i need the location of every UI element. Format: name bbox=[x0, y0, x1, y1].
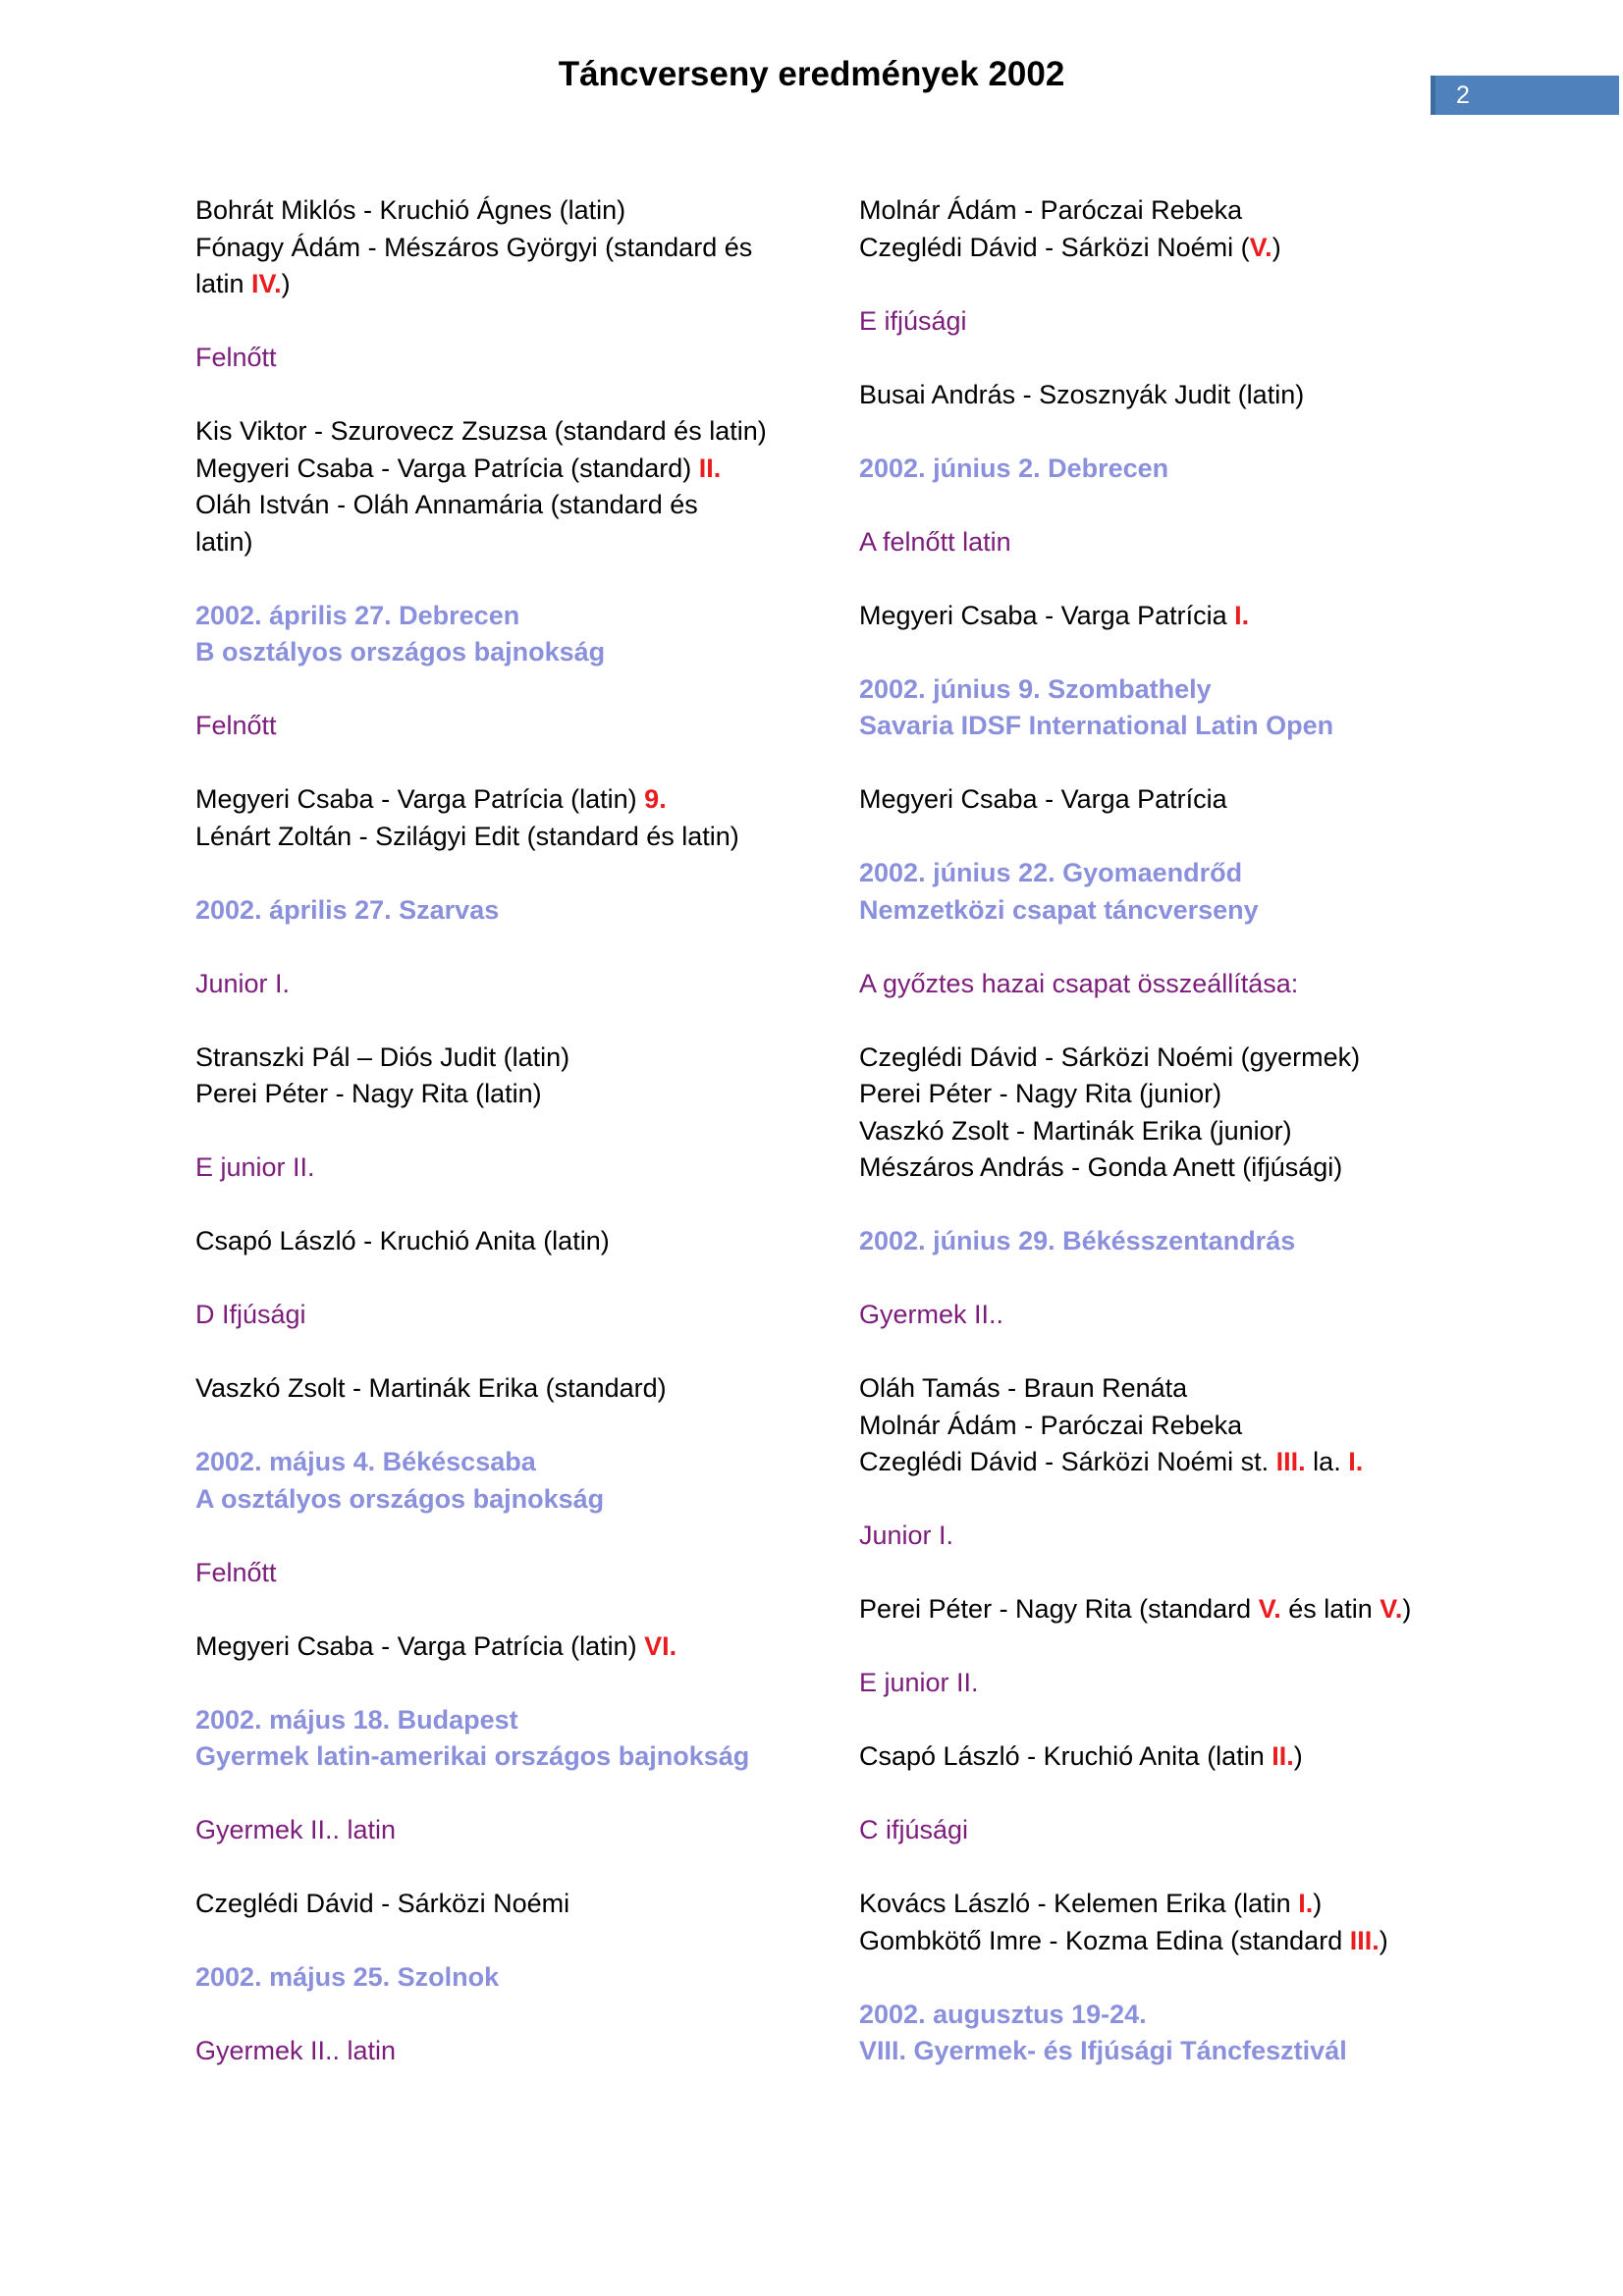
category-label bbox=[195, 966, 848, 1003]
text-segment: Megyeri Csaba - Varga Patrícia bbox=[859, 600, 1235, 630]
text-line bbox=[859, 524, 1546, 561]
event-heading bbox=[195, 1702, 848, 1776]
text-line bbox=[195, 708, 848, 745]
text-segment: Megyeri Csaba - Varga Patrícia bbox=[859, 784, 1227, 814]
text-segment: Megyeri Csaba - Varga Patrícia (latin) bbox=[195, 1630, 645, 1661]
text-segment: Savaria IDSF International Latin Open bbox=[859, 711, 1334, 740]
text-segment: Oláh Tamás - Braun Renáta bbox=[859, 1373, 1188, 1403]
text-segment: Csapó László - Kruchió Anita (latin) bbox=[195, 1226, 610, 1255]
category-label bbox=[195, 1297, 848, 1334]
text-segment: Czeglédi Dávid - Sárközi Noémi ( bbox=[859, 232, 1250, 262]
event-heading bbox=[859, 451, 1546, 488]
text-line bbox=[195, 230, 848, 267]
text-line bbox=[859, 1370, 1546, 1408]
event-heading bbox=[195, 1959, 848, 1997]
text-segment: és latin bbox=[1280, 1594, 1380, 1624]
text-segment: 2002. május 4. Békéscsaba bbox=[195, 1447, 536, 1476]
text-segment: Gyermek II.. latin bbox=[195, 1815, 397, 1844]
text-segment: Lénárt Zoltán - Szilágyi Edit (standard és latin) bbox=[195, 821, 739, 851]
text-segment: ) bbox=[1293, 1741, 1303, 1771]
text-line bbox=[859, 966, 1546, 1003]
category-label bbox=[195, 340, 848, 377]
couple-names bbox=[859, 1738, 1546, 1776]
category-label bbox=[859, 1665, 1546, 1702]
text-segment: Molnár Ádám - Paróczai Rebeka bbox=[859, 1410, 1243, 1440]
text-line bbox=[859, 2033, 1546, 2070]
column-right bbox=[859, 192, 1546, 2107]
category-label bbox=[195, 1555, 848, 1592]
text-line bbox=[859, 598, 1546, 635]
couple-names bbox=[195, 413, 848, 561]
couple-names bbox=[195, 1370, 848, 1408]
text-line bbox=[195, 192, 848, 230]
couple-names bbox=[859, 1040, 1546, 1187]
text-line bbox=[859, 1923, 1546, 1960]
text-line bbox=[859, 303, 1546, 341]
text-line bbox=[195, 1812, 848, 1849]
text-line bbox=[859, 1591, 1546, 1629]
event-heading bbox=[195, 892, 848, 930]
couple-names bbox=[859, 1370, 1546, 1481]
text-line bbox=[859, 1886, 1546, 1923]
result-rank: II. bbox=[698, 453, 722, 483]
text-segment: Czeglédi Dávid - Sárközi Noémi (gyermek) bbox=[859, 1041, 1361, 1072]
couple-names bbox=[859, 1591, 1546, 1629]
category-label bbox=[859, 966, 1546, 1003]
event-heading bbox=[859, 855, 1546, 929]
text-line bbox=[195, 487, 848, 524]
text-segment: latin) bbox=[195, 526, 253, 557]
category-label bbox=[195, 1812, 848, 1849]
text-segment: latin bbox=[195, 269, 252, 298]
text-segment: C ifjúsági bbox=[859, 1815, 969, 1844]
result-rank: V. bbox=[1380, 1594, 1403, 1624]
page-title: Táncverseny eredmények 2002 bbox=[558, 55, 1065, 93]
text-segment: Vaszkó Zsolt - Martinák Erika (junior) bbox=[859, 1115, 1292, 1146]
text-segment: Mészáros András - Gonda Anett (ifjúsági) bbox=[859, 1152, 1343, 1182]
text-line bbox=[195, 966, 848, 1003]
text-line bbox=[195, 1481, 848, 1519]
text-segment: A felnőtt latin bbox=[859, 526, 1011, 557]
text-line bbox=[859, 1665, 1546, 1702]
text-segment: 2002. június 9. Szombathely bbox=[859, 673, 1212, 704]
text-segment: Perei Péter - Nagy Rita (junior) bbox=[859, 1079, 1222, 1108]
text-line bbox=[859, 781, 1546, 819]
text-line bbox=[195, 340, 848, 377]
text-line bbox=[195, 413, 848, 451]
event-heading bbox=[195, 598, 848, 671]
text-line bbox=[195, 1149, 848, 1187]
text-line bbox=[859, 1223, 1546, 1260]
couple-names bbox=[859, 781, 1546, 819]
text-segment: Megyeri Csaba - Varga Patrícia (standard) bbox=[195, 453, 699, 483]
text-segment: Vaszkó Zsolt - Martinák Erika (standard) bbox=[195, 1373, 667, 1403]
text-line bbox=[859, 1444, 1546, 1481]
text-segment: Felnőtt bbox=[195, 1557, 277, 1587]
text-line bbox=[859, 1738, 1546, 1776]
couple-names bbox=[859, 192, 1546, 266]
couple-names bbox=[859, 598, 1546, 635]
text-line bbox=[195, 451, 848, 488]
text-line bbox=[195, 1886, 848, 1923]
text-segment: A győztes hazai csapat összeállítása: bbox=[859, 968, 1299, 998]
text-segment: ) bbox=[1402, 1594, 1412, 1624]
text-line bbox=[859, 1297, 1546, 1334]
category-label bbox=[859, 1518, 1546, 1555]
result-rank: 9. bbox=[644, 784, 667, 814]
text-segment: Felnőtt bbox=[195, 711, 277, 740]
text-segment: Gyermek II.. bbox=[859, 1300, 1004, 1329]
result-rank: II. bbox=[1271, 1741, 1294, 1771]
text-line bbox=[195, 781, 848, 819]
text-segment: Perei Péter - Nagy Rita (latin) bbox=[195, 1079, 542, 1108]
result-rank: V. bbox=[1249, 232, 1272, 262]
text-line bbox=[859, 671, 1546, 709]
page-number-badge bbox=[1431, 76, 1619, 115]
text-line bbox=[195, 1444, 848, 1481]
category-label bbox=[195, 708, 848, 745]
text-line bbox=[195, 1555, 848, 1592]
category-label bbox=[195, 1149, 848, 1187]
text-segment: 2002. április 27. Debrecen bbox=[195, 600, 520, 630]
text-line bbox=[195, 598, 848, 635]
text-segment: 2002. április 27. Szarvas bbox=[195, 894, 500, 925]
text-segment: Kovács László - Kelemen Erika (latin bbox=[859, 1889, 1299, 1918]
text-line bbox=[859, 1812, 1546, 1849]
text-line bbox=[859, 1113, 1546, 1150]
text-segment: A osztályos országos bajnokság bbox=[195, 1483, 605, 1514]
text-line bbox=[195, 266, 848, 303]
text-segment: 2002. május 25. Szolnok bbox=[195, 1962, 500, 1992]
text-line bbox=[195, 1959, 848, 1997]
text-line bbox=[859, 708, 1546, 745]
text-segment: 2002. június 29. Békésszentandrás bbox=[859, 1226, 1296, 1255]
text-segment: Bohrát Miklós - Kruchió Ágnes (latin) bbox=[195, 195, 626, 225]
text-segment: Junior I. bbox=[859, 1521, 954, 1550]
text-line bbox=[195, 819, 848, 856]
couple-names bbox=[859, 377, 1546, 414]
text-segment: ) bbox=[1379, 1925, 1388, 1955]
text-segment: ) bbox=[1313, 1889, 1323, 1918]
event-heading bbox=[859, 1223, 1546, 1260]
text-line bbox=[859, 192, 1546, 230]
text-line bbox=[195, 1629, 848, 1666]
text-line bbox=[195, 524, 848, 561]
category-label bbox=[859, 524, 1546, 561]
text-segment: ) bbox=[281, 269, 291, 298]
result-rank: IV. bbox=[251, 269, 282, 298]
text-segment: B osztályos országos bajnokság bbox=[195, 637, 606, 667]
text-segment: ) bbox=[1271, 232, 1281, 262]
text-segment: Nemzetközi csapat táncverseny bbox=[859, 894, 1259, 925]
text-line bbox=[859, 1518, 1546, 1555]
text-segment: 2002. június 22. Gyomaendrőd bbox=[859, 858, 1243, 887]
text-segment: Gombkötő Imre - Kozma Edina (standard bbox=[859, 1925, 1350, 1955]
text-line bbox=[859, 1408, 1546, 1445]
couple-names bbox=[195, 781, 848, 855]
text-segment: Gyermek latin-amerikai országos bajnokság bbox=[195, 1741, 750, 1771]
category-label bbox=[859, 1297, 1546, 1334]
couple-names bbox=[859, 1886, 1546, 1959]
column-left bbox=[195, 192, 848, 2107]
text-line bbox=[195, 1738, 848, 1776]
text-line bbox=[859, 1149, 1546, 1187]
text-line bbox=[195, 1297, 848, 1334]
text-segment: E junior II. bbox=[195, 1152, 315, 1182]
text-line bbox=[859, 855, 1546, 892]
text-segment: E ifjúsági bbox=[859, 305, 967, 336]
text-line bbox=[195, 2033, 848, 2070]
result-rank: V. bbox=[1258, 1594, 1281, 1624]
text-line bbox=[195, 1223, 848, 1260]
text-segment: 2002. augusztus 19-24. bbox=[859, 1999, 1147, 2029]
text-segment: Perei Péter - Nagy Rita (standard bbox=[859, 1594, 1259, 1624]
text-line bbox=[195, 634, 848, 671]
couple-names bbox=[195, 1629, 848, 1666]
text-segment: Felnőtt bbox=[195, 343, 277, 372]
text-segment: la. bbox=[1305, 1447, 1349, 1476]
text-line bbox=[859, 892, 1546, 930]
text-segment: Gyermek II.. latin bbox=[195, 2036, 397, 2065]
text-segment: 2002. május 18. Budapest bbox=[195, 1704, 518, 1735]
text-line bbox=[859, 230, 1546, 267]
result-rank: I. bbox=[1348, 1447, 1364, 1476]
couple-names bbox=[195, 1223, 848, 1260]
result-rank: I. bbox=[1234, 600, 1250, 630]
text-segment: Csapó László - Kruchió Anita (latin bbox=[859, 1741, 1272, 1771]
text-segment: Oláh István - Oláh Annamária (standard és bbox=[195, 490, 698, 519]
result-rank: III. bbox=[1349, 1925, 1380, 1955]
event-heading bbox=[859, 671, 1546, 745]
text-segment: D Ifjúsági bbox=[195, 1300, 306, 1329]
couple-names bbox=[195, 1886, 848, 1923]
text-line bbox=[859, 1076, 1546, 1113]
text-line bbox=[859, 451, 1546, 488]
text-segment: Junior I. bbox=[195, 968, 291, 998]
result-rank: I. bbox=[1298, 1889, 1314, 1918]
text-line bbox=[195, 892, 848, 930]
text-line bbox=[859, 1040, 1546, 1077]
text-line bbox=[195, 1370, 848, 1408]
couple-names bbox=[195, 1040, 848, 1113]
text-segment: Busai András - Szosznyák Judit (latin) bbox=[859, 379, 1305, 409]
result-rank: III. bbox=[1275, 1447, 1306, 1476]
text-segment: Megyeri Csaba - Varga Patrícia (latin) bbox=[195, 784, 645, 814]
text-line bbox=[859, 377, 1546, 414]
text-line bbox=[859, 1997, 1546, 2034]
category-label bbox=[195, 2033, 848, 2070]
text-segment: Fónagy Ádám - Mészáros Györgyi (standard és bbox=[195, 232, 753, 262]
text-line bbox=[195, 1040, 848, 1077]
couple-names bbox=[195, 192, 848, 303]
text-segment: VIII. Gyermek- és Ifjúsági Táncfesztivál bbox=[859, 2036, 1347, 2065]
text-segment: Molnár Ádám - Paróczai Rebeka bbox=[859, 195, 1243, 225]
event-heading bbox=[195, 1444, 848, 1518]
text-segment: Czeglédi Dávid - Sárközi Noémi st. bbox=[859, 1447, 1276, 1476]
text-segment: 2002. június 2. Debrecen bbox=[859, 453, 1169, 483]
text-segment: E junior II. bbox=[859, 1668, 979, 1697]
text-segment: Czeglédi Dávid - Sárközi Noémi bbox=[195, 1889, 570, 1918]
text-line bbox=[195, 1702, 848, 1739]
result-rank: VI. bbox=[644, 1630, 677, 1661]
category-label bbox=[859, 303, 1546, 341]
text-segment: Kis Viktor - Szurovecz Zsuzsa (standard és latin) bbox=[195, 416, 767, 446]
event-heading bbox=[859, 1997, 1546, 2070]
text-segment: Stranszki Pál – Diós Judit (latin) bbox=[195, 1041, 570, 1072]
text-line bbox=[195, 1076, 848, 1113]
category-label bbox=[859, 1812, 1546, 1849]
page-number: 2 bbox=[1456, 81, 1470, 109]
